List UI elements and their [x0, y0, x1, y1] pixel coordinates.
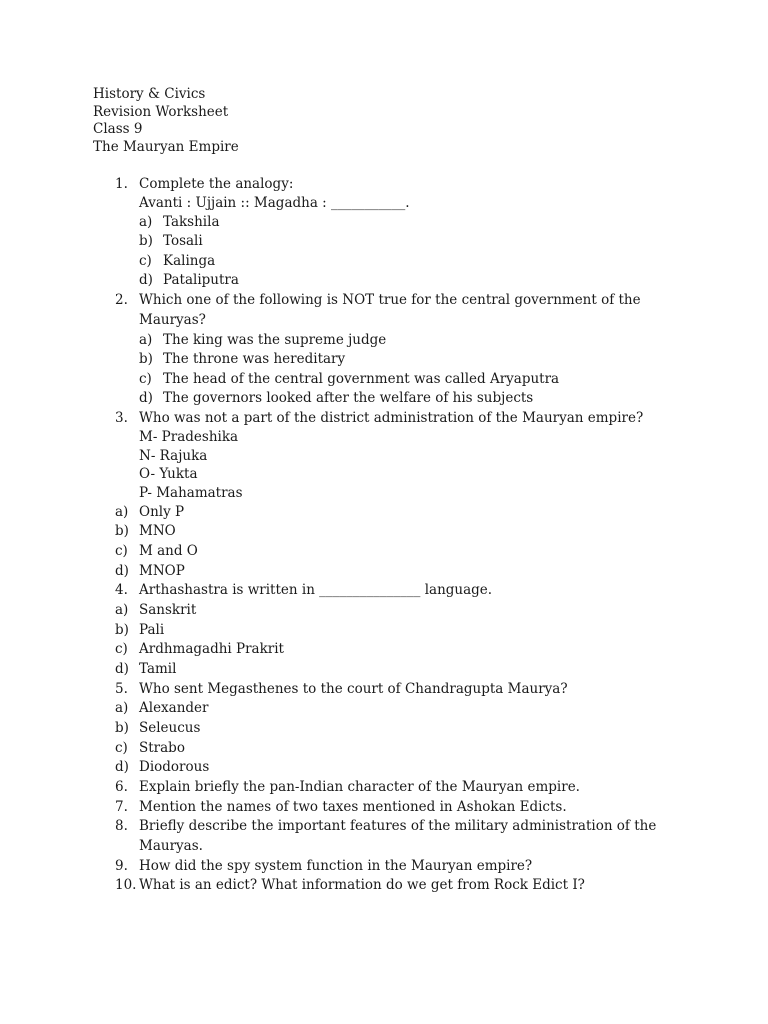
statement-item: N- Rajuka [139, 448, 208, 464]
option: b) Seleucus [115, 720, 201, 736]
option: a) The king was the supreme judge [139, 332, 387, 348]
statement-item: M- Pradeshika [139, 429, 239, 445]
question-text: Which one of the following is NOT true for the central government of the [139, 292, 641, 308]
option: c) Ardhmagadhi Prakrit [115, 641, 284, 657]
question-text: Briefly describe the important features of the military administration of the [139, 818, 657, 834]
option: c) Strabo [115, 740, 185, 756]
question-text: Who was not a part of the district administration of the Mauryan empire? [139, 410, 644, 426]
question-number: 4. [115, 582, 128, 598]
question-text: Who sent Megasthenes to the court of Chandragupta Maurya? [139, 681, 568, 697]
question-text: Complete the analogy: [139, 176, 294, 192]
option: b) MNO [115, 523, 176, 539]
question-text: What is an edict? What information do we get from Rock Edict I? [139, 877, 585, 893]
question-number: 6. [115, 779, 128, 795]
question-number: 8. [115, 818, 128, 834]
question-text: Mention the names of two taxes mentioned in Ashokan Edicts. [139, 799, 567, 815]
question-text-continued: Mauryas. [139, 838, 203, 854]
option: d) MNOP [115, 563, 185, 579]
question-1-analogy: Avanti : Ujjain :: Magadha : ___________. [139, 195, 410, 211]
option: c) The head of the central government was called Aryaputra [139, 371, 560, 387]
question-number: 7. [115, 799, 128, 815]
question-text: Explain briefly the pan-Indian character of the Mauryan empire. [139, 779, 580, 795]
question-text: Arthashastra is written in _______________ language. [139, 582, 493, 598]
question-number: 2. [115, 292, 128, 308]
question-number: 5. [115, 681, 128, 697]
option: b) Tosali [139, 233, 203, 249]
subject-title: History & Civics [93, 86, 206, 102]
option: a) Sanskrit [115, 602, 197, 618]
statement-item: O- Yukta [139, 466, 198, 482]
question-text: How did the spy system function in the Mauryan empire? [139, 858, 533, 874]
option: c) M and O [115, 543, 198, 559]
question-number: 3. [115, 410, 128, 426]
worksheet-header [93, 86, 239, 156]
worksheet-type: Revision Worksheet [93, 103, 229, 120]
question-number: 10. [115, 877, 137, 893]
option: d) Pataliputra [139, 272, 239, 288]
option: a) Only P [115, 504, 185, 520]
question-text-continued: Mauryas? [139, 312, 206, 328]
topic-title: The Mauryan Empire [93, 138, 239, 155]
option: b) The throne was hereditary [139, 351, 346, 367]
option: d) The governors looked after the welfare of his subjects [139, 390, 534, 406]
option: a) Takshila [139, 214, 220, 230]
option: d) Diodorous [115, 759, 210, 775]
class-label: Class 9 [93, 121, 143, 137]
option: a) Alexander [115, 700, 209, 716]
question-number: 1. [115, 176, 128, 192]
option: d) Tamil [115, 661, 177, 677]
question-number: 9. [115, 858, 128, 874]
statement-item: P- Mahamatras [139, 485, 243, 501]
option: c) Kalinga [139, 253, 216, 269]
option: b) Pali [115, 622, 165, 638]
